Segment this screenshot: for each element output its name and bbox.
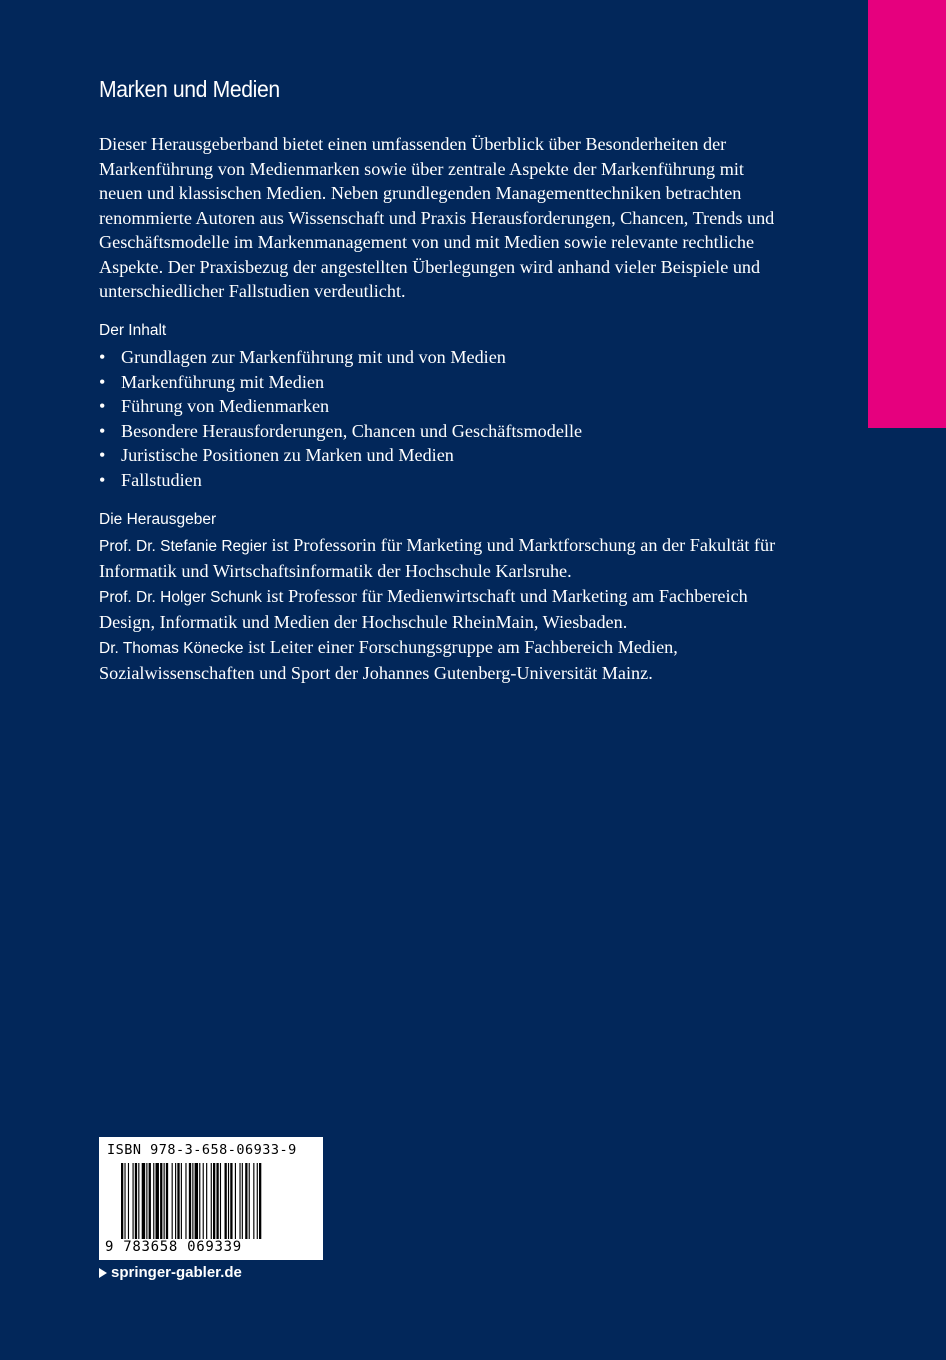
- bullet-icon: •: [99, 469, 106, 490]
- editor-name: Prof. Dr. Holger Schunk: [99, 588, 262, 606]
- editor-bio: Prof. Dr. Holger Schunk ist Professor für Medienwirtschaft und Marketing am Fachbereich Design, Informatik und Medien der Hochschule RheinMain, Wiesbaden.: [99, 585, 748, 632]
- barcode-bar: [195, 1163, 198, 1239]
- barcode-bar: [249, 1163, 250, 1239]
- bullet-icon: •: [99, 396, 106, 416]
- barcode-bar: [128, 1163, 129, 1239]
- barcode-bar: [228, 1163, 229, 1239]
- barcode-bar: [172, 1163, 173, 1239]
- barcode-bar: [135, 1163, 137, 1239]
- barcode-bar: [259, 1163, 261, 1239]
- list-item: • Besondere Herausforderungen, Chancen und Geschäftsmodelle: [99, 419, 789, 444]
- barcode-bar: [121, 1163, 123, 1239]
- barcode-bar: [133, 1163, 134, 1239]
- barcode-bar: [146, 1163, 147, 1239]
- barcode-bar: [181, 1163, 182, 1239]
- barcode-bar: [213, 1163, 215, 1239]
- list-item: • Markenführung mit Medien: [99, 370, 789, 395]
- list-item: • Grundlagen zur Markenführung mit und von Medien: [99, 345, 789, 370]
- list-item: • Juristische Positionen zu Marken und Medien: [99, 443, 789, 468]
- barcode-bar: [220, 1163, 221, 1239]
- barcode-bar: [216, 1163, 218, 1239]
- list-item: • Fallstudien: [99, 468, 789, 493]
- bullet-icon: •: [99, 347, 106, 367]
- barcode-bar: [177, 1163, 179, 1239]
- book-description: Dieser Herausgeberband bietet einen umfassenden Überblick über Besonderheiten der Markenführung von Medienmarken sowie über zentrale Aspekte der Markenführung mit neuen und klassischen Medien. Neben grundlegenden Managementtechniken betrachten renommierte Autoren aus Wissenschaft und Praxis Herausforderungen, Chancen, Trends und Geschäftsmodelle im Markenmanagement von und mit Medien sowie relevante rechtliche Aspekte. Der Praxisbezug der angestellten Überlegungen wird anhand vieler Beispiele und unterschiedlicher Fallstudien verdeutlicht.: [99, 134, 775, 301]
- barcode-bar: [138, 1163, 139, 1239]
- barcode-bar: [206, 1163, 207, 1239]
- barcode-bar: [230, 1163, 232, 1239]
- editors-heading: Die Herausgeber: [99, 511, 217, 528]
- contents-list: [99, 345, 789, 492]
- publisher-url: springer-gabler.de: [111, 1264, 242, 1281]
- barcode-bar: [164, 1163, 165, 1239]
- editor-name: Prof. Dr. Stefanie Regier: [99, 537, 267, 555]
- barcode-bar: [192, 1163, 193, 1239]
- editor-bio: Prof. Dr. Stefanie Regier ist Professorin für Marketing und Marktforschung an der Fakultät für Informatik und Wirtschaftsinformatik der Hochschule Karlsruhe.: [99, 534, 776, 581]
- barcode-bar: [149, 1163, 151, 1239]
- barcode-bar: [242, 1163, 243, 1239]
- isbn-label: ISBN 978-3-658-06933-9: [107, 1142, 297, 1158]
- isbn-barcode: [99, 1137, 323, 1260]
- barcode-bar: [166, 1163, 168, 1239]
- list-item: • Führung von Medienmarken: [99, 394, 789, 419]
- barcode-bar: [253, 1163, 254, 1239]
- publisher-link[interactable]: [99, 1264, 242, 1281]
- barcode-bar: [203, 1163, 204, 1239]
- bullet-icon: •: [99, 371, 106, 392]
- barcode-icon: [121, 1163, 311, 1239]
- barcode-bar: [175, 1163, 176, 1239]
- barcode-bar: [225, 1163, 227, 1239]
- barcode-bar: [239, 1163, 240, 1239]
- barcode-bar: [124, 1163, 125, 1239]
- barcode-bar: [211, 1163, 212, 1239]
- barcode-bar: [142, 1163, 145, 1239]
- bullet-icon: •: [99, 445, 106, 465]
- barcode-digits: 9 783658 069339: [105, 1239, 242, 1255]
- barcode-bar: [160, 1163, 162, 1239]
- barcode-bar: [156, 1163, 159, 1239]
- editor-bio: Dr. Thomas Könecke ist Leiter einer Forschungsgruppe am Fachbereich Medien, Sozialwissenschaften und Sport der Johannes Gutenberg-Universität Mainz.: [99, 636, 678, 683]
- arrow-right-icon: [99, 1268, 107, 1278]
- contents-heading: Der Inhalt: [99, 321, 167, 339]
- accent-tab: [868, 0, 946, 428]
- barcode-bar: [189, 1163, 191, 1239]
- barcode-bar: [185, 1163, 186, 1239]
- barcode-bar: [245, 1163, 247, 1239]
- editor-name: Dr. Thomas Könecke: [99, 639, 244, 657]
- book-title: Marken und Medien: [99, 76, 280, 102]
- barcode-bar: [199, 1163, 200, 1239]
- back-cover-content: [99, 72, 789, 686]
- barcode-bar: [257, 1163, 258, 1239]
- barcode-bar: [235, 1163, 236, 1239]
- barcode-bar: [153, 1163, 154, 1239]
- bullet-icon: •: [99, 420, 106, 441]
